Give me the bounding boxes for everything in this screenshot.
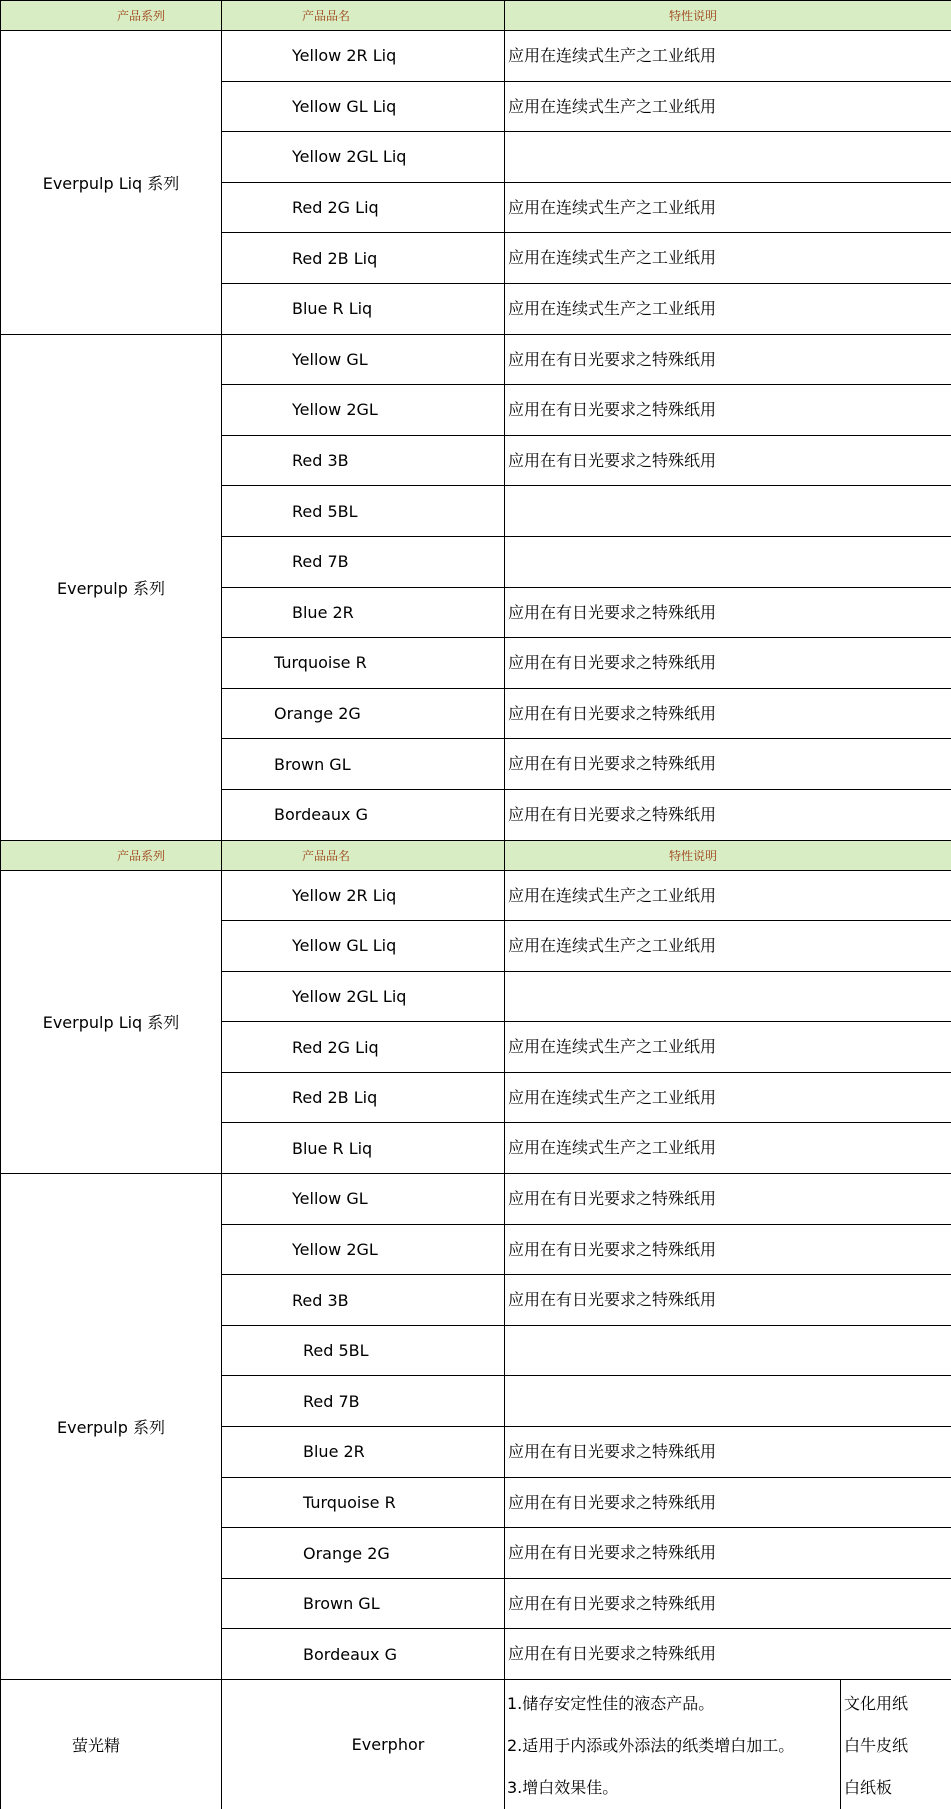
table-row <box>1 31 951 82</box>
product-name-cell[interactable]: Red 2G Liq <box>222 1022 505 1073</box>
fluorescent-product-cell[interactable]: Everphor <box>222 1680 505 1809</box>
product-name-cell[interactable]: Yellow 2GL Liq <box>222 971 505 1022</box>
feature-cell[interactable]: 应用在有日光要求之特殊纸用 <box>505 638 951 689</box>
feature-cell[interactable] <box>505 536 951 587</box>
feature-cell[interactable]: 应用在连续式生产之工业纸用 <box>505 1072 951 1123</box>
feature-cell[interactable]: 应用在连续式生产之工业纸用 <box>505 31 951 82</box>
product-name-cell[interactable]: Yellow GL <box>222 334 505 385</box>
series-cell[interactable]: Everpulp Liq 系列 <box>1 870 222 1174</box>
use-line: 白牛皮纸 <box>844 1736 909 1755</box>
product-name-cell[interactable]: Yellow GL Liq <box>222 921 505 972</box>
product-name-cell[interactable]: Turquoise R <box>222 638 505 689</box>
header-row <box>1 1 951 31</box>
product-name-cell[interactable]: Yellow 2GL <box>222 385 505 436</box>
product-name-cell[interactable]: Red 2B Liq <box>222 233 505 284</box>
product-name-cell[interactable]: Blue R Liq <box>222 1123 505 1174</box>
product-name-cell[interactable]: Yellow 2R Liq <box>222 870 505 921</box>
product-name-cell[interactable]: Yellow GL Liq <box>222 81 505 132</box>
feature-cell[interactable]: 应用在有日光要求之特殊纸用 <box>505 1629 951 1680</box>
series-cell[interactable]: Everpulp Liq 系列 <box>1 31 222 335</box>
feature-cell[interactable]: 应用在有日光要求之特殊纸用 <box>505 1427 951 1478</box>
feature-cell[interactable]: 应用在有日光要求之特殊纸用 <box>505 739 951 790</box>
feature-cell[interactable]: 应用在有日光要求之特殊纸用 <box>505 688 951 739</box>
feature-cell[interactable]: 应用在有日光要求之特殊纸用 <box>505 334 951 385</box>
product-name-cell[interactable]: Yellow 2GL <box>222 1224 505 1275</box>
header-series[interactable]: 产品系列 <box>1 840 222 870</box>
product-name-cell[interactable]: Yellow 2GL Liq <box>222 132 505 183</box>
feature-cell[interactable] <box>505 486 951 537</box>
feature-cell[interactable]: 应用在有日光要求之特殊纸用 <box>505 435 951 486</box>
product-name-cell[interactable]: Yellow 2R Liq <box>222 31 505 82</box>
product-name-cell[interactable]: Orange 2G <box>222 688 505 739</box>
feature-cell[interactable] <box>505 971 951 1022</box>
use-line: 白纸板 <box>844 1778 893 1797</box>
fluorescent-row <box>1 1680 951 1809</box>
product-name-cell[interactable]: Red 7B <box>222 536 505 587</box>
product-name-cell[interactable]: Turquoise R <box>222 1477 505 1528</box>
product-table-body <box>1 1 951 1809</box>
table-row <box>1 334 951 385</box>
product-name-cell[interactable]: Brown GL <box>222 739 505 790</box>
feature-cell[interactable]: 应用在有日光要求之特殊纸用 <box>505 385 951 436</box>
feature-cell[interactable]: 应用在连续式生产之工业纸用 <box>505 233 951 284</box>
product-name-cell[interactable]: Red 3B <box>222 435 505 486</box>
feature-cell[interactable] <box>505 1325 951 1376</box>
feature-cell[interactable] <box>505 1376 951 1427</box>
feature-cell[interactable]: 应用在有日光要求之特殊纸用 <box>505 789 951 840</box>
feature-cell[interactable]: 应用在连续式生产之工业纸用 <box>505 870 951 921</box>
product-name-cell[interactable]: Brown GL <box>222 1578 505 1629</box>
header-feature[interactable]: 特性说明 <box>505 1 951 31</box>
feature-cell[interactable]: 应用在连续式生产之工业纸用 <box>505 81 951 132</box>
table-row <box>1 870 951 921</box>
feature-cell[interactable]: 应用在连续式生产之工业纸用 <box>505 1022 951 1073</box>
feature-cell[interactable]: 应用在有日光要求之特殊纸用 <box>505 1275 951 1326</box>
feature-cell[interactable]: 应用在连续式生产之工业纸用 <box>505 182 951 233</box>
feature-cell[interactable] <box>505 132 951 183</box>
product-name-cell[interactable]: Blue 2R <box>222 587 505 638</box>
product-name-cell[interactable]: Bordeaux G <box>222 789 505 840</box>
product-name-cell[interactable]: Blue R Liq <box>222 283 505 334</box>
product-name-cell[interactable]: Red 3B <box>222 1275 505 1326</box>
fluorescent-series-cell[interactable]: 萤光精 <box>1 1680 222 1809</box>
header-series[interactable]: 产品系列 <box>1 1 222 31</box>
table-row <box>1 1174 951 1225</box>
header-row <box>1 840 951 870</box>
product-name-cell[interactable]: Red 2B Liq <box>222 1072 505 1123</box>
use-line: 文化用纸 <box>844 1694 909 1713</box>
feature-cell[interactable]: 应用在有日光要求之特殊纸用 <box>505 1578 951 1629</box>
feature-line: 1.储存安定性佳的液态产品。 <box>507 1694 715 1713</box>
product-name-cell[interactable]: Bordeaux G <box>222 1629 505 1680</box>
feature-cell[interactable]: 应用在连续式生产之工业纸用 <box>505 283 951 334</box>
series-cell[interactable]: Everpulp 系列 <box>1 1174 222 1680</box>
product-name-cell[interactable]: Red 5BL <box>222 486 505 537</box>
feature-line: 3.增白效果佳。 <box>507 1778 619 1797</box>
product-name-cell[interactable]: Blue 2R <box>222 1427 505 1478</box>
header-product-name[interactable]: 产品品名 <box>222 1 505 31</box>
series-cell[interactable]: Everpulp 系列 <box>1 334 222 840</box>
feature-cell[interactable]: 应用在有日光要求之特殊纸用 <box>505 1174 951 1225</box>
product-name-cell[interactable]: Red 5BL <box>222 1325 505 1376</box>
feature-cell[interactable]: 应用在有日光要求之特殊纸用 <box>505 587 951 638</box>
product-name-cell[interactable]: Orange 2G <box>222 1528 505 1579</box>
feature-cell[interactable]: 应用在有日光要求之特殊纸用 <box>505 1528 951 1579</box>
product-name-cell[interactable]: Red 2G Liq <box>222 182 505 233</box>
feature-cell[interactable]: 应用在有日光要求之特殊纸用 <box>505 1477 951 1528</box>
fluorescent-feature-cell[interactable] <box>505 1680 841 1809</box>
product-name-cell[interactable]: Yellow GL <box>222 1174 505 1225</box>
feature-line: 2.适用于内添或外添法的纸类增白加工。 <box>507 1736 795 1755</box>
feature-cell[interactable]: 应用在连续式生产之工业纸用 <box>505 921 951 972</box>
header-feature[interactable]: 特性说明 <box>505 840 951 870</box>
product-name-cell[interactable]: Red 7B <box>222 1376 505 1427</box>
fluorescent-use-cell[interactable] <box>841 1680 951 1809</box>
feature-cell[interactable]: 应用在有日光要求之特殊纸用 <box>505 1224 951 1275</box>
header-product-name[interactable]: 产品品名 <box>222 840 505 870</box>
feature-cell[interactable]: 应用在连续式生产之工业纸用 <box>505 1123 951 1174</box>
